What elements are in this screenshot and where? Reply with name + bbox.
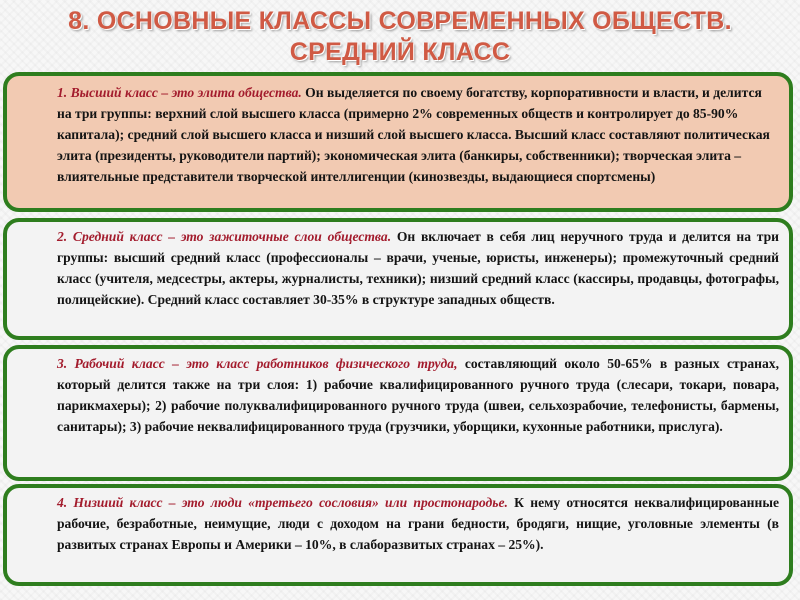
slide-title	[0, 6, 800, 68]
section-upper-class	[3, 72, 793, 212]
section-middle-class	[3, 218, 793, 340]
section-middle-class-body: Он включает в себя лиц неручного труда и делится на три группы: высший средний класс (профессионалы – врачи, ученые, юристы, инженеры); промежуточный средний класс (учителя, медсестры, актеры, журналисты, техники); низший средний класс (кассиры, продавцы, фотографы, полицейские). Средний класс составляет 30-35% в структуре западных обществ.	[57, 229, 780, 307]
slide-title-line2: СРЕДНИЙ КЛАСС	[289, 38, 511, 66]
section-working-class-body: составляющий около 50-65% в разных странах, который делится также на три слоя: 1) рабочие квалифицированного ручного труда (слесари, токари, повара, парикмахеры); 2) рабочие полуквалифицированного ручного труда (швеи, сельхозрабочие, телефонисты, бармены, санитары); 3) рабочие неквалифицированного труда (грузчики, уборщики, кухонные работники, прислуга).	[57, 356, 779, 434]
section-upper-class-body: Он выделяется по своему богатству, корпоративности и власти, и делится на три группы: верхний слой высшего класса (примерно 2% современных обществ и контролирует до 85-90% капитала); средний слой высшего класса и низший слой высшего класса. Высший класс составляют политическая элита (президенты, руководители партий); экономическая элита (банкиры, собственники); творческая элита – влиятельные представители творческой интеллигенции (кинозвезды, выдающиеся спортсмены)	[57, 85, 770, 184]
section-lower-class	[3, 484, 793, 586]
section-upper-class-text	[17, 82, 779, 187]
section-working-class-text	[17, 353, 779, 437]
slide-title-line1: 8. ОСНОВНЫЕ КЛАССЫ СОВРЕМЕННЫХ ОБЩЕСТВ.	[68, 7, 732, 35]
section-upper-class-lead: 1. Высший класс – это элита общества.	[57, 85, 302, 100]
section-working-class	[3, 345, 793, 481]
section-lower-class-lead: 4. Низший класс – это люди «третьего сословия» или простонародье.	[57, 495, 508, 510]
section-lower-class-text	[17, 492, 779, 555]
section-middle-class-lead: 2. Средний класс – это зажиточные слои общества.	[57, 229, 392, 244]
section-working-class-lead: 3. Рабочий класс – это класс работников физического труда,	[57, 356, 458, 371]
section-lower-class-body: К нему относятся неквалифицированные рабочие, безработные, неимущие, люди с доходом на грани бедности, бродяги, нищие, уголовные элементы (в развитых странах Европы и Америки – 10%, в слаборазвитых странах – 25%).	[57, 495, 779, 552]
section-middle-class-text	[17, 226, 779, 310]
